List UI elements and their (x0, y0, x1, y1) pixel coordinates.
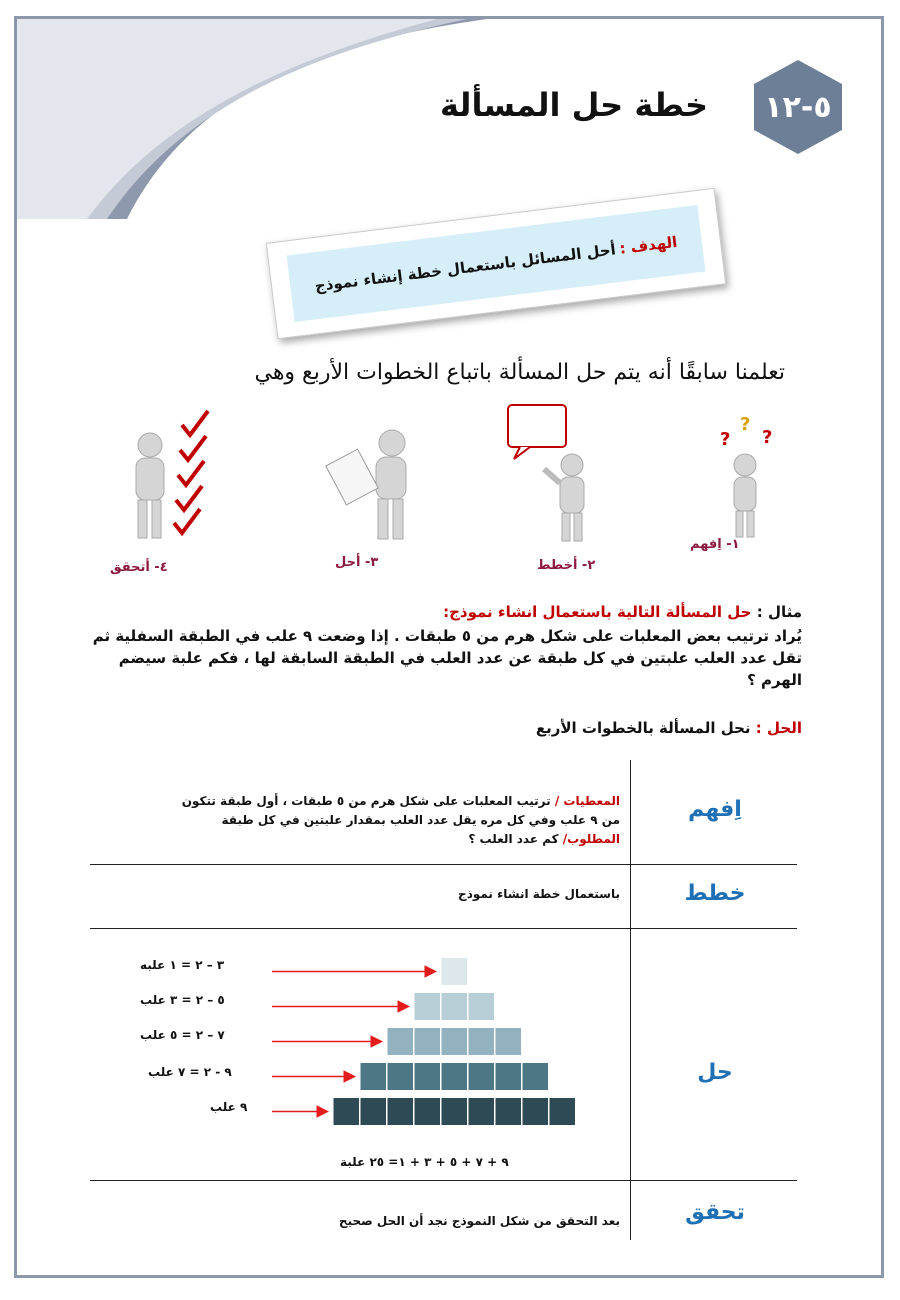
step-check: ٤- أتحقق (110, 560, 168, 575)
example-text: يُراد ترتيب بعض المعلبات على شكل هرم من ٥ طبقات . إذا وضعت ٩ علب في الطبقة السفلية ثم تقل عدد العلب علبتين في كل طبقة عن عدد العلب في الطبقة السابقة لها ، فكم علبة سيضم الهرم ؟ (92, 627, 802, 689)
can-layer-2-2 (442, 993, 468, 1020)
row-understand: اِفهم (688, 797, 742, 822)
can-layer-3-2 (415, 1028, 441, 1055)
table-divider-2 (90, 928, 797, 929)
can-layer-5-4 (415, 1098, 441, 1125)
equation-layer-1: ٣ – ٢ = ١ علبه (140, 958, 225, 972)
given-label: المعطيات / (554, 794, 620, 808)
page-title: خطة حل المسألة (440, 86, 708, 124)
checklist-figure-icon (120, 405, 220, 545)
can-layer-4-4 (442, 1063, 468, 1090)
lesson-number: ٥-١٢ (764, 89, 832, 125)
solution-heading (536, 719, 802, 737)
can-layer-4-6 (496, 1063, 522, 1090)
question-figure-icon (700, 415, 790, 540)
row-plan: خطط (684, 881, 746, 906)
required-line (182, 830, 620, 849)
can-layer-5-2 (361, 1098, 387, 1125)
sum-equation: ٩ + ٧ + ٥ + ٣ + ١= ٢٥ علبة (340, 1155, 509, 1169)
can-layer-5-8 (523, 1098, 549, 1125)
can-layer-5-3 (388, 1098, 414, 1125)
given-text: ترتيب المعلبات على شكل هرم من ٥ طبقات ، أول طبقة تتكون (181, 794, 551, 808)
row-check: تحقق (685, 1200, 745, 1225)
svg-text:?: ? (740, 415, 751, 435)
goal-label: الهدف : (618, 232, 679, 258)
can-layer-3-1 (388, 1028, 414, 1055)
can-layer-5-7 (496, 1098, 522, 1125)
can-layer-2-1 (415, 993, 441, 1020)
step-plan: ٢- أخطط (537, 558, 596, 573)
can-layer-2-3 (469, 993, 495, 1020)
table-divider-1 (90, 864, 797, 865)
solution-text: نحل المسألة بالخطوات الأربع (535, 719, 751, 737)
intro-text: تعلمنا سابقًا أنه يتم حل المسألة باتباع الخطوات الأربع وهي (254, 360, 785, 385)
required-text: كم عدد العلب ؟ (468, 832, 559, 846)
can-layer-3-3 (442, 1028, 468, 1055)
understand-cell (182, 792, 620, 849)
solution-label: الحل : (755, 719, 802, 737)
goal-text: أحل المسائل باستعمال خطة إنشاء نموذج (313, 239, 617, 295)
can-layer-5-9 (550, 1098, 576, 1125)
svg-text:?: ? (762, 427, 773, 448)
equation-layer-5: ٩ علب (210, 1100, 248, 1114)
can-layer-4-2 (388, 1063, 414, 1090)
equation-layer-3: ٧ – ٢ = ٥ علب (140, 1028, 225, 1042)
required-label: المطلوب/ (562, 832, 620, 846)
corner-decoration (17, 19, 487, 219)
check-text: بعد التحقق من شكل النموذج نجد أن الحل صحيح (338, 1214, 620, 1228)
example-label: مثال : (756, 603, 802, 621)
step-understand: ١- اِفهم (690, 537, 740, 552)
can-layer-4-7 (523, 1063, 549, 1090)
row-solve: حل (697, 1060, 733, 1085)
example-heading (443, 603, 802, 621)
speech-figure-icon (500, 403, 600, 543)
can-layer-1-1 (442, 958, 468, 985)
can-layer-4-3 (415, 1063, 441, 1090)
clipboard-figure-icon (320, 425, 435, 543)
table-divider-vertical (630, 760, 631, 1240)
can-layer-5-1 (334, 1098, 360, 1125)
given-line-2: من ٩ علب وفي كل مره يقل عدد العلب بمقدار علبتين في كل طبقة (221, 813, 620, 827)
can-layer-5-5 (442, 1098, 468, 1125)
can-layer-4-1 (361, 1063, 387, 1090)
equation-layer-2: ٥ – ٢ = ٣ علب (140, 993, 225, 1007)
example-title: حل المسألة التالية باستعمال انشاء نموذج: (443, 603, 752, 621)
given-line (182, 792, 620, 811)
can-layer-3-4 (469, 1028, 495, 1055)
equation-layer-4: ٩ - ٢ = ٧ علب (148, 1065, 232, 1079)
table-divider-3 (90, 1180, 797, 1181)
pyramid-model (270, 950, 590, 1125)
svg-text:?: ? (720, 429, 731, 450)
can-layer-4-5 (469, 1063, 495, 1090)
step-solve: ٣- أحل (335, 555, 379, 570)
can-layer-5-6 (469, 1098, 495, 1125)
plan-text: باستعمال خطة انشاء نموذج (458, 887, 620, 901)
can-layer-3-5 (496, 1028, 522, 1055)
